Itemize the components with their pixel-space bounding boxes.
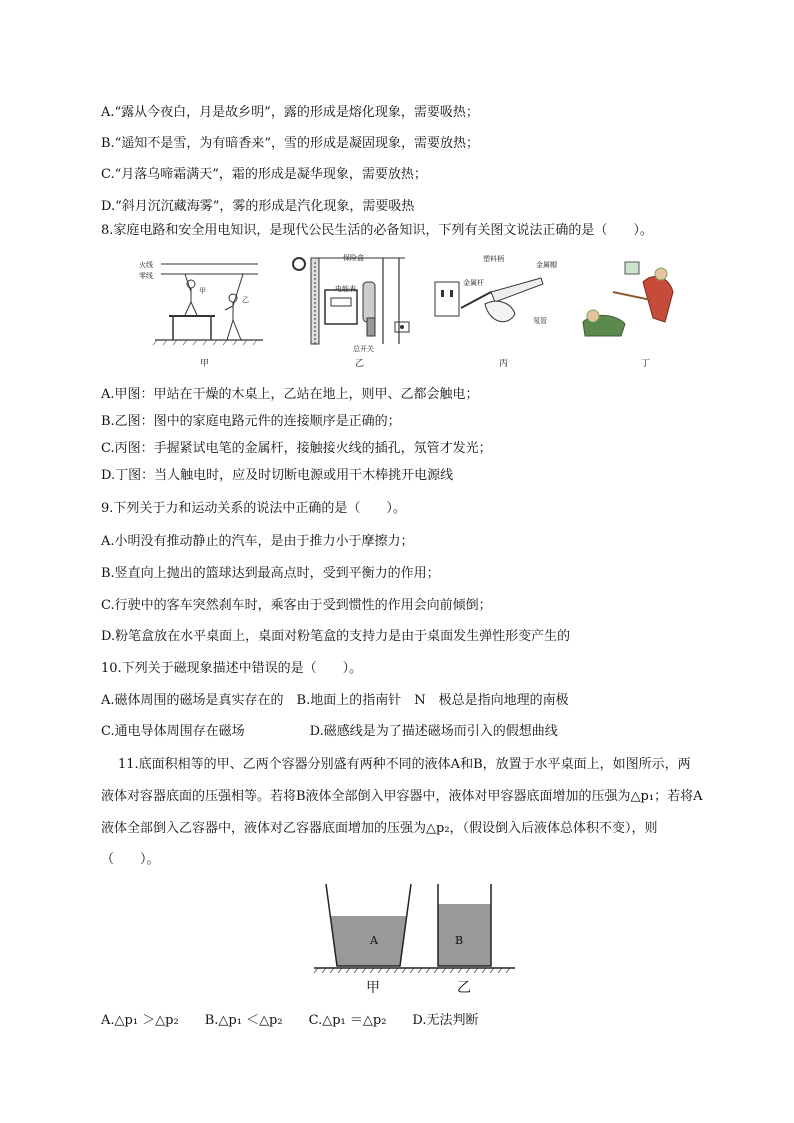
container-yi-label: 乙 [457, 980, 471, 996]
q8-option-a: A.甲图：甲站在干燥的木桌上，乙站在地上，则甲、乙都会触电； [101, 387, 479, 402]
metal-rod-label: 金属杆 [463, 279, 484, 287]
person-jia-label: 甲 [199, 287, 206, 295]
q11-options: A.△p₁ ＞△p₂ B.△p₁ ＜△p₂ C.△p₁ ＝△p₂ D.无法判断 [101, 1013, 479, 1028]
meter-label: 电能表 [335, 285, 356, 293]
metal-cap-label: 金属帽 [536, 261, 557, 269]
plastic-handle-label: 塑料柄 [483, 255, 504, 263]
q11-text-line2: 液体对容器底面的压强相等。若将B液体全部倒入甲容器中，液体对甲容器底面增加的压强为△p₁；若将A [101, 789, 703, 804]
q10-options-row1: A.磁体周围的磁场是真实存在的 B.地面上的指南针 N 极总是指向地理的南极 [101, 693, 569, 708]
q8-figure [133, 252, 678, 370]
caption-yi: 乙 [355, 359, 365, 369]
containers-drawing [312, 882, 517, 974]
q11-text-line4: （ ）。 [101, 852, 160, 867]
fuse-box-label: 保险盒 [343, 254, 364, 262]
neon-tube-label: 氖管 [533, 317, 547, 325]
q9-option-b: B.竖直向上抛出的篮球达到最高点时，受到平衡力的作用； [101, 566, 440, 581]
q7-option-c: C.“月落乌啼霜满天”，霜的形成是凝华现象，需要放热； [101, 167, 427, 182]
main-switch-label: 总开关 [353, 345, 374, 353]
q7-option-a: A.“露从今夜白，月是故乡明”，露的形成是熔化现象，需要吸热； [101, 105, 479, 120]
liquid-b-label: B [455, 934, 464, 947]
q11-text-line3: 液体全部倒入乙容器中，液体对乙容器底面增加的压强为△p₂，（假设倒入后液体总体积不变），则 [101, 821, 658, 836]
q8-option-c: C.丙图：手握紧试电笔的金属杆，接触接火线的插孔，氖管才发光； [101, 441, 492, 456]
liquid-a-label: A [370, 934, 378, 947]
q11-text-line1: 11.底面积相等的甲、乙两个容器分别盛有两种不同的液体A和B，放置于水平桌面上，如图所示，两 [118, 757, 691, 772]
caption-bing: 丙 [499, 359, 509, 369]
liquid-a-fill [331, 916, 406, 966]
panel-ding-rescue [573, 252, 683, 356]
q7-option-d: D.“斜月沉沉藏海雾”，雾的形成是汽化现象，需要吸热 [101, 199, 415, 214]
neutral-wire-label: 零线 [139, 272, 153, 280]
q7-option-b: B.“遥知不是雪，为有暗香来”，雪的形成是凝固现象，需要放热； [101, 136, 479, 151]
q8-option-d: D.丁图：当人触电时，应及时切断电源或用干木棒挑开电源线 [101, 468, 454, 483]
q10-options-row2: C.通电导体周围存在磁场 D.磁感线是为了描述磁场而引入的假想曲线 [101, 724, 558, 739]
person-yi-label: 乙 [242, 296, 249, 304]
liquid-b-fill [438, 904, 491, 966]
q10-stem: 10.下列关于磁现象描述中错误的是（ ）。 [101, 661, 363, 676]
q9-stem: 9.下列关于力和运动关系的说法中正确的是（ ）。 [101, 501, 406, 516]
q11-containers-figure [312, 882, 517, 998]
q9-option-d: D.粉笔盒放在水平桌面上，桌面对粉笔盒的支持力是由于桌面发生弹性形变产生的 [101, 629, 571, 644]
caption-ding: 丁 [641, 359, 651, 369]
q9-option-c: C.行驶中的客车突然刹车时，乘客由于受到惯性的作用会向前倾倒； [101, 598, 492, 613]
q9-option-a: A.小明没有推动静止的汽车，是由于推力小于摩擦力； [101, 534, 414, 549]
container-jia-label: 甲 [366, 980, 380, 996]
live-wire-label: 火线 [139, 261, 153, 269]
q8-option-b: B.乙图：图中的家庭电路元件的连接顺序是正确的； [101, 414, 401, 429]
caption-jia: 甲 [200, 359, 210, 369]
q8-stem: 8.家庭电路和安全用电知识，是现代公民生活的必备知识，下列有关图文说法正确的是（ ）。 [101, 223, 653, 238]
